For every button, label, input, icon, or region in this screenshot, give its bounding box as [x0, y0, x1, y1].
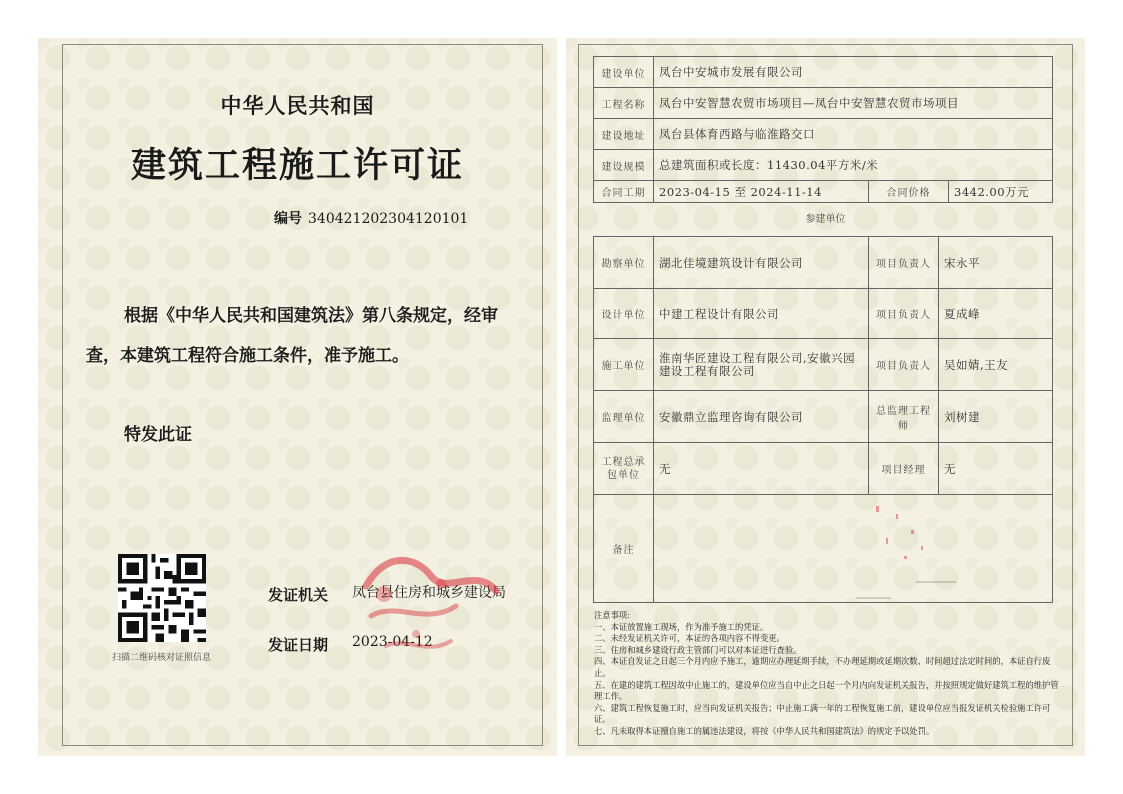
- participant-person-label: 总监理工程师: [869, 391, 939, 443]
- project-name-label: 工程名称: [594, 88, 654, 119]
- participant-role: 工程总承包单位: [594, 443, 654, 495]
- certificate-body-text: 根据《中华人民共和国建筑法》第八条规定，经审查，本建筑工程符合施工条件，准予施工。: [86, 306, 498, 366]
- note-item: 六、建筑工程恢复施工时，应当向发证机关报告；中止施工满一年的工程恢复施工前，建设单位应当报发证机关检验施工许可证。: [594, 702, 1051, 725]
- participant-person: 夏成峰: [939, 289, 1053, 339]
- certificate-number: [274, 208, 468, 228]
- certificate-number-label: 编号: [274, 211, 302, 227]
- contract-price-label: 合同价格: [869, 181, 949, 203]
- qr-code-icon[interactable]: [118, 554, 206, 642]
- issuer-value: 凤台县住房和城乡建设局: [352, 585, 506, 601]
- notes-section: [594, 610, 1064, 738]
- certificate-right-page: [566, 38, 1085, 756]
- table-row: [594, 289, 1053, 339]
- builder-label: 建设单位: [594, 57, 654, 88]
- project-name-value: 凤台中安智慧农贸市场项目—凤台中安智慧农贸市场项目: [654, 88, 1053, 119]
- contract-period-label: 合同工期: [594, 181, 654, 203]
- remarks-label: 备注: [594, 495, 654, 603]
- stamp-residue-marks: [816, 486, 996, 606]
- official-seal-stamp: [356, 546, 506, 676]
- certificate-title: 建筑工程施工许可证: [130, 145, 464, 186]
- note-item: 三、住房和城乡建设行政主管部门可以对本证进行查验。: [594, 644, 802, 655]
- participant-person-label: 项目经理: [869, 443, 939, 495]
- table-row: [594, 119, 1053, 150]
- participants-caption: 参建单位: [805, 214, 846, 225]
- certificate-left-page: [38, 38, 557, 756]
- note-item: 二、未经发证机关许可，本证的各项内容不得变更。: [594, 633, 785, 644]
- address-value: 凤台县体育西路与临淮路交口: [654, 119, 1053, 150]
- table-row: [594, 237, 1053, 289]
- note-item: 一、本证放置施工现场，作为准予施工的凭证。: [594, 621, 769, 632]
- participant-unit: 湖北佳境建筑设计有限公司: [654, 237, 869, 289]
- issuer-label: 发证机关: [268, 586, 329, 604]
- builder-value: 凤台中安城市发展有限公司: [654, 57, 1053, 88]
- participant-unit: 安徽鼎立监理咨询有限公司: [654, 391, 869, 443]
- participant-person-label: 项目负责人: [869, 339, 939, 391]
- contract-period-value: 2023-04-15 至 2024-11-14: [654, 181, 869, 203]
- country-title: 中华人民共和国: [220, 93, 375, 118]
- participant-person: 无: [939, 443, 1053, 495]
- contract-price-value: 3442.00万元: [949, 181, 1053, 203]
- table-row: [594, 88, 1053, 119]
- scale-value: 总建筑面积或长度：11430.04平方米/米: [654, 150, 1053, 181]
- note-item: 五、在建的建筑工程因故中止施工的，建设单位应当自中止之日起一个月内向发证机关报告，并按照规定做好建筑工程的维护管理工作。: [594, 679, 1059, 702]
- participant-person-label: 项目负责人: [869, 237, 939, 289]
- table-row: [594, 181, 1053, 203]
- issue-date-value: 2023-04-12: [352, 634, 433, 650]
- address-label: 建设地址: [594, 119, 654, 150]
- participant-person: 刘树建: [939, 391, 1053, 443]
- participant-person-label: 项目负责人: [869, 289, 939, 339]
- participant-person: 宋永平: [939, 237, 1053, 289]
- notes-title: 注意事项:: [594, 610, 630, 620]
- table-row: [594, 57, 1053, 88]
- note-item: 七、凡未取得本证擅自施工的属违法建设，将按《中华人民共和国建筑法》的规定予以处罚。: [594, 725, 935, 736]
- participant-person: 吴如婧,王友: [939, 339, 1053, 391]
- participant-role: 监理单位: [594, 391, 654, 443]
- participant-unit: 淮南华匠建设工程有限公司,安徽兴园建设工程有限公司: [654, 339, 869, 391]
- participant-role: 施工单位: [594, 339, 654, 391]
- issue-date-label: 发证日期: [268, 636, 329, 654]
- participant-unit: 无: [654, 443, 869, 495]
- participant-role: 设计单位: [594, 289, 654, 339]
- table-row: [594, 339, 1053, 391]
- participant-unit: 中建工程设计有限公司: [654, 289, 869, 339]
- table-row: [594, 391, 1053, 443]
- scale-label: 建设规模: [594, 150, 654, 181]
- participant-role: 勘察单位: [594, 237, 654, 289]
- qr-caption: 扫描二维码核对证照信息: [112, 653, 212, 663]
- certificate-number-value: 340421202304120101: [308, 211, 469, 227]
- table-row: [594, 150, 1053, 181]
- project-info-table: [593, 56, 1053, 203]
- note-item: 四、本证自发证之日起三个月内应予施工，逾期应办理延期手续，不办理延期或延期次数、时间超过法定时间的，本证自行废止。: [594, 656, 1051, 678]
- issued-statement: 特发此证: [124, 425, 192, 445]
